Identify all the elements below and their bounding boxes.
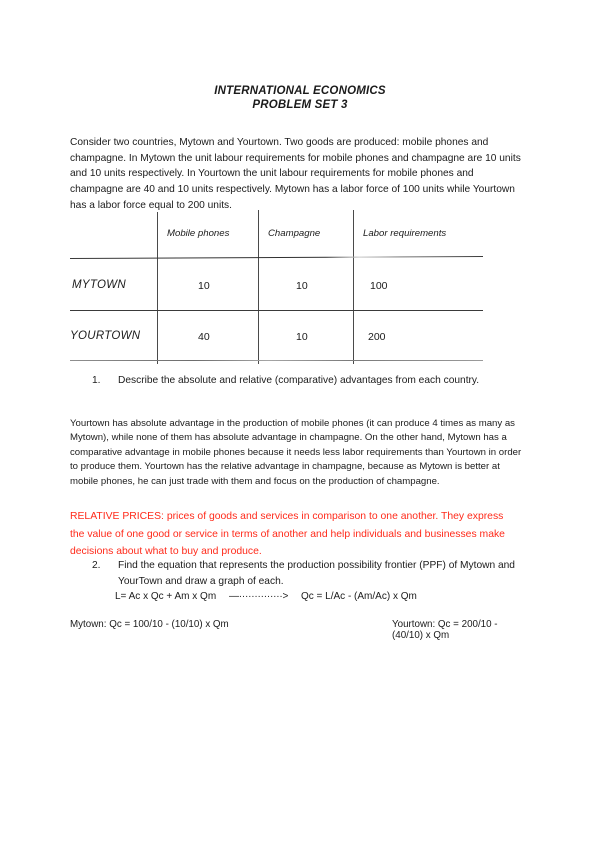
labour-requirements-table [70, 206, 490, 364]
table-row-label-yourtown: YOURTOWN [70, 330, 141, 342]
table-vertical-rule-mid [258, 210, 259, 364]
table-cell-mytown-mobile-phones: 10 [198, 280, 210, 292]
relative-prices-note: RELATIVE PRICES: prices of goods and services in comparison to one another. They express the value of one good or service in terms of another and help individuals and businesses make decisions about what to buy and produce. [70, 511, 505, 558]
table-cell-yourtown-champagne: 10 [296, 331, 308, 343]
table-column-header-mobile-phones: Mobile phones [167, 228, 230, 239]
table-horizontal-rule-middle [70, 310, 483, 311]
question-1 [92, 373, 522, 389]
ppf-equation-left-side: L= Ac x Qc + Am x Qm [115, 591, 217, 602]
table-vertical-rule-left [157, 212, 158, 364]
answer-1-paragraph: Yourtown has absolute advantage in the production of mobile phones (it can produce 4 times as many as Mytown), while none of them has absolute advantage in champagne. On the other hand, Mytown has a comparative advantage in mobile phones because it needs less labor requirements than Yourtown in order to produce them. Yourtown has the relative advantage in champagne, because as Mytown is better at mobile phones, he can just trade with them and focus on the production of champagne. [70, 417, 522, 487]
title-line-2: PROBLEM SET 3 [252, 99, 348, 111]
table-cell-mytown-champagne: 10 [296, 280, 308, 292]
table-column-header-champagne: Champagne [268, 228, 321, 239]
table-column-header-labor-requirements: Labor requirements [363, 228, 447, 239]
page-title [0, 84, 600, 112]
question-2-text: Find the equation that represents the production possibility frontier (PPF) of Mytown and YourTown and draw a graph of each. [118, 560, 515, 587]
ppf-equation-right-side: Qc = L/Ac - (Am/Ac) x Qm [300, 591, 417, 602]
arrow-icon: —··············> [228, 591, 289, 602]
table-horizontal-rule-header [70, 256, 483, 259]
question-2-number: 2. [92, 560, 101, 571]
ppf-general-equation [115, 591, 535, 602]
table-cell-mytown-labor-requirements: 100 [370, 280, 388, 292]
question-2 [92, 558, 522, 589]
ppf-equation-yourtown: Yourtown: Qc = 200/10 - (40/10) x Qm [392, 619, 498, 641]
table-cell-yourtown-mobile-phones: 40 [198, 331, 210, 343]
title-line-1: INTERNATIONAL ECONOMICS [214, 85, 386, 97]
question-1-number: 1. [92, 375, 101, 386]
table-row-label-mytown: MYTOWN [72, 279, 126, 291]
table-vertical-rule-right [353, 210, 354, 364]
question-1-text: Describe the absolute and relative (comparative) advantages from each country. [118, 375, 480, 386]
intro-paragraph: Consider two countries, Mytown and Yourtown. Two goods are produced: mobile phones and champagne. In Mytown the unit labour requirements for mobile phones and champagne are 10 units and 10 units respectively. In Yourtown the unit labour requirements for mobile phones and champagne are 40 and 10 units respectively. Mytown has a labor force of 100 units while Yourtown has a labor force equal to 200 units. [70, 137, 521, 211]
table-horizontal-rule-bottom [70, 360, 483, 361]
table-cell-yourtown-labor-requirements: 200 [368, 331, 386, 343]
ppf-equation-mytown: Mytown: Qc = 100/10 - (10/10) x Qm [70, 619, 229, 630]
